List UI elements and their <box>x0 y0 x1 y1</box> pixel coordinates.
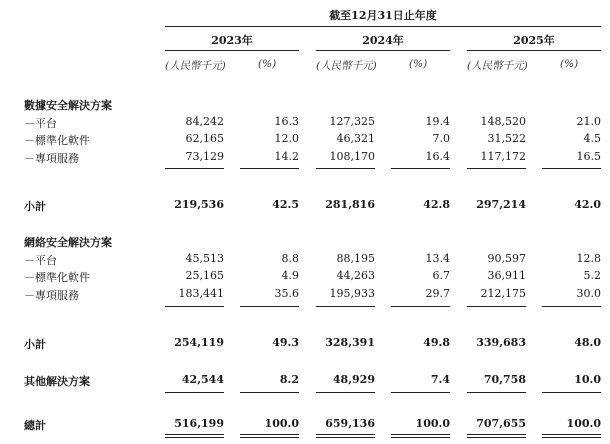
row-label: 其他解決方案 <box>24 375 90 388</box>
subtotal-rule-1-amount-2023 <box>165 168 224 169</box>
cell-pct-2025: 48.0 <box>574 336 601 349</box>
cell-amount-2024: 88,195 <box>336 252 375 265</box>
cell-pct-2024: 6.7 <box>432 269 450 282</box>
cell-amount-2023: 84,242 <box>185 115 224 128</box>
cell-pct-2023: 8.2 <box>279 373 299 386</box>
total-double-rule-b-pct-2023 <box>240 437 299 438</box>
cell-pct-2024: 7.4 <box>430 373 450 386</box>
cell-pct-2025: 42.0 <box>574 198 601 211</box>
total-double-rule-b-pct-2025 <box>542 437 601 438</box>
cell-pct-2025: 16.5 <box>576 150 601 163</box>
section-title: 網絡安全解決方案 <box>24 236 112 249</box>
cell-amount-2025: 148,520 <box>480 115 526 128</box>
cell-pct-2025: 12.8 <box>576 252 601 265</box>
total-double-rule-b-amount-2025 <box>467 437 526 438</box>
unit-amount-2023: (人民幣千元) <box>165 60 226 72</box>
cell-amount-2024: 108,170 <box>329 150 375 163</box>
row-label: －標準化軟件 <box>24 271 90 284</box>
cell-amount-2025: 212,175 <box>480 287 526 300</box>
cell-pct-2023: 8.8 <box>281 252 299 265</box>
subtotal-rule-2-amount-2023 <box>165 306 224 307</box>
subtotal-rule-2-pct-2025 <box>542 306 601 307</box>
year-header-2024: 2024年 <box>362 34 404 47</box>
cell-amount-2023: 219,536 <box>174 198 224 211</box>
cell-pct-2023: 49.3 <box>272 336 299 349</box>
cell-amount-2024: 127,325 <box>329 115 375 128</box>
total-top-rule-amount-2024 <box>316 392 375 393</box>
total-double-rule-a-amount-2024 <box>316 434 375 435</box>
cell-pct-2023: 4.9 <box>281 269 299 282</box>
row-label: －平台 <box>24 254 57 267</box>
subtotal-rule-2-amount-2024 <box>316 306 375 307</box>
cell-amount-2024: 328,391 <box>325 336 375 349</box>
cell-amount-2023: 73,129 <box>185 150 224 163</box>
total-double-rule-a-amount-2023 <box>165 434 224 435</box>
cell-pct-2025: 30.0 <box>576 287 601 300</box>
row-label: 小計 <box>24 338 46 351</box>
cell-amount-2023: 25,165 <box>185 269 224 282</box>
unit-pct-2024: (%) <box>409 58 428 70</box>
cell-pct-2024: 29.7 <box>425 287 450 300</box>
cell-pct-2024: 19.4 <box>425 115 450 128</box>
year-header-2023: 2023年 <box>211 34 253 47</box>
total-top-rule-pct-2025 <box>542 392 601 393</box>
row-label: －專項服務 <box>24 152 79 165</box>
cell-amount-2023: 42,544 <box>181 373 224 386</box>
year-underline-2025 <box>467 50 601 51</box>
total-double-rule-b-pct-2024 <box>391 437 450 438</box>
cell-amount-2025: 707,655 <box>476 417 526 430</box>
cell-amount-2024: 48,929 <box>332 373 375 386</box>
total-double-rule-a-pct-2025 <box>542 434 601 435</box>
row-label: 小計 <box>24 200 46 213</box>
year-underline-2023 <box>165 50 299 51</box>
subtotal-rule-1-amount-2025 <box>467 168 526 169</box>
cell-pct-2023: 100.0 <box>264 417 299 430</box>
cell-pct-2024: 100.0 <box>415 417 450 430</box>
subtotal-rule-2-amount-2025 <box>467 306 526 307</box>
subtotal-rule-1-pct-2024 <box>391 168 450 169</box>
cell-pct-2025: 5.2 <box>583 269 601 282</box>
total-double-rule-b-amount-2023 <box>165 437 224 438</box>
cell-pct-2025: 21.0 <box>576 115 601 128</box>
cell-pct-2024: 49.8 <box>423 336 450 349</box>
cell-pct-2025: 4.5 <box>583 132 601 145</box>
subtotal-rule-1-amount-2024 <box>316 168 375 169</box>
total-top-rule-pct-2024 <box>391 392 450 393</box>
cell-pct-2024: 7.0 <box>432 132 450 145</box>
cell-amount-2025: 90,597 <box>487 252 526 265</box>
unit-pct-2025: (%) <box>560 58 579 70</box>
unit-pct-2023: (%) <box>258 58 277 70</box>
cell-amount-2023: 45,513 <box>185 252 224 265</box>
unit-amount-2025: (人民幣千元) <box>467 60 528 72</box>
cell-amount-2023: 183,441 <box>178 287 224 300</box>
cell-pct-2023: 12.0 <box>274 132 299 145</box>
subtotal-rule-1-pct-2025 <box>542 168 601 169</box>
cell-amount-2024: 281,816 <box>325 198 375 211</box>
cell-amount-2025: 31,522 <box>487 132 526 145</box>
subtotal-rule-2-pct-2024 <box>391 306 450 307</box>
total-double-rule-a-pct-2024 <box>391 434 450 435</box>
subtotal-rule-2-pct-2023 <box>240 306 299 307</box>
cell-pct-2024: 13.4 <box>425 252 450 265</box>
cell-pct-2023: 16.3 <box>274 115 299 128</box>
cell-pct-2023: 35.6 <box>274 287 299 300</box>
cell-amount-2023: 62,165 <box>185 132 224 145</box>
cell-amount-2025: 70,758 <box>483 373 526 386</box>
row-label: 總計 <box>24 419 46 432</box>
cell-amount-2024: 46,321 <box>336 132 375 145</box>
year-underline-2024 <box>316 50 450 51</box>
cell-amount-2024: 195,933 <box>329 287 375 300</box>
total-top-rule-amount-2023 <box>165 392 224 393</box>
total-double-rule-a-pct-2023 <box>240 434 299 435</box>
cell-pct-2025: 10.0 <box>574 373 601 386</box>
cell-pct-2024: 42.8 <box>423 198 450 211</box>
cell-pct-2023: 14.2 <box>274 150 299 163</box>
cell-amount-2024: 44,263 <box>336 269 375 282</box>
period-header: 截至12月31日止年度 <box>329 9 437 22</box>
cell-amount-2025: 297,214 <box>476 198 526 211</box>
section-title: 數據安全解決方案 <box>24 99 112 112</box>
total-top-rule-pct-2023 <box>240 392 299 393</box>
period-underline <box>165 26 601 27</box>
unit-amount-2024: (人民幣千元) <box>316 60 377 72</box>
cell-amount-2024: 659,136 <box>325 417 375 430</box>
cell-amount-2023: 516,199 <box>174 417 224 430</box>
row-label: －專項服務 <box>24 289 79 302</box>
total-double-rule-b-amount-2024 <box>316 437 375 438</box>
subtotal-rule-1-pct-2023 <box>240 168 299 169</box>
cell-pct-2025: 100.0 <box>566 417 601 430</box>
cell-amount-2025: 36,911 <box>487 269 526 282</box>
cell-amount-2025: 339,683 <box>476 336 526 349</box>
cell-pct-2024: 16.4 <box>425 150 450 163</box>
row-label: －平台 <box>24 117 57 130</box>
total-top-rule-amount-2025 <box>467 392 526 393</box>
row-label: －標準化軟件 <box>24 134 90 147</box>
year-header-2025: 2025年 <box>513 34 555 47</box>
cell-amount-2025: 117,172 <box>480 150 526 163</box>
cell-amount-2023: 254,119 <box>174 336 224 349</box>
cell-pct-2023: 42.5 <box>272 198 299 211</box>
total-double-rule-a-amount-2025 <box>467 434 526 435</box>
